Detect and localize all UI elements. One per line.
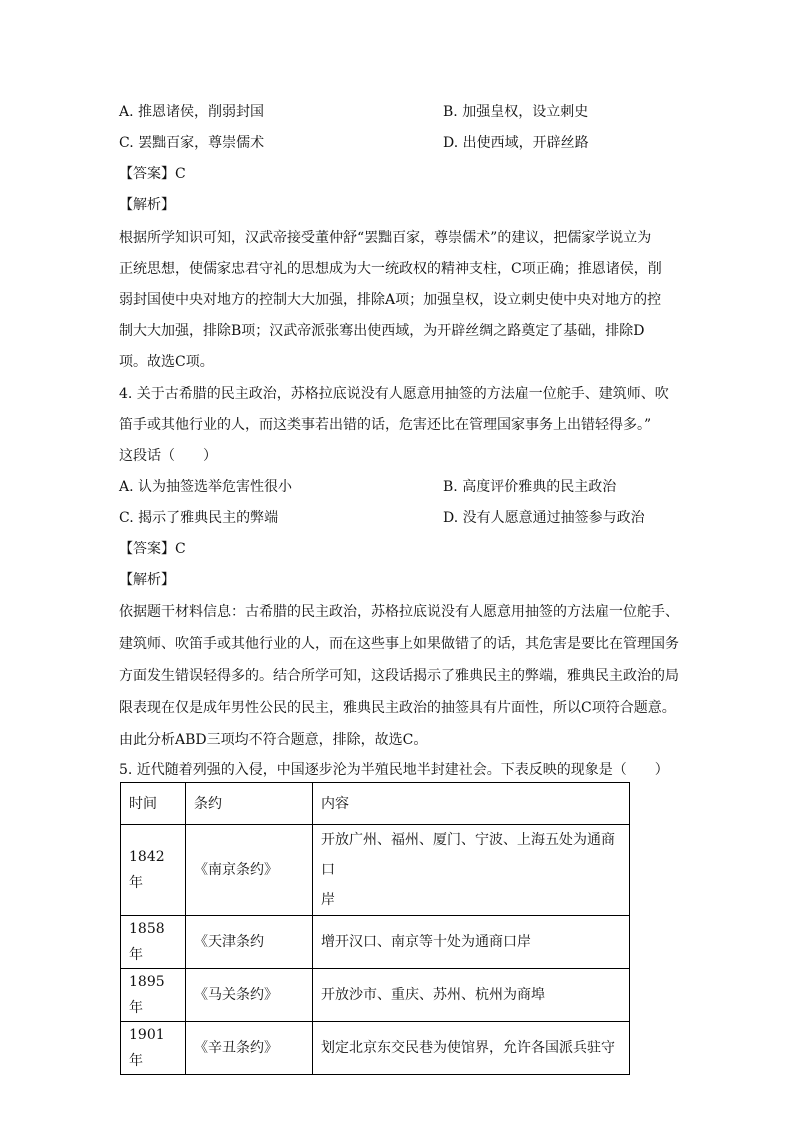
q3-option-b: B. 加强皇权，设立刺史: [443, 104, 589, 120]
table-row: [121, 1022, 630, 1075]
table-cell-treaty: 《南京条约》: [186, 825, 313, 916]
table-cell-content: 划定北京东交民巷为使馆界，允许各国派兵驻守: [313, 1022, 630, 1075]
table-cell-content: [313, 825, 630, 916]
table-header-cell: 条约: [186, 783, 313, 825]
q3-analysis-line: 弱封国使中央对地方的控制大大加强，排除A项；加强皇权，设立刺史使中央对地方的控: [119, 292, 662, 308]
table-row: [121, 969, 630, 1022]
q4-stem-line: 笛手或其他行业的人，而这类事若出错的话，危害还比在管理国家事务上出错轻得多。”: [119, 417, 652, 433]
q4-stem-line: 这段话（ ）: [119, 448, 217, 464]
table-cell-treaty: 《辛丑条约》: [186, 1022, 313, 1075]
q5-stem: 5. 近代随着列强的入侵，中国逐步沦为半殖民地半封建社会。下表反映的现象是（ ）: [119, 762, 669, 778]
q3-answer: 【答案】C: [119, 166, 186, 182]
table-cell-content-line: 岸: [321, 892, 335, 908]
q4-analysis-line: 限表现在仅是成年男性公民的民主，雅典民主政治的抽签具有片面性，所以C项符合题意。: [119, 700, 676, 716]
table-row: [121, 916, 630, 969]
table-cell-content: 开放沙市、重庆、苏州、杭州为商埠: [313, 969, 630, 1022]
q3-analysis-line: 项。故选C项。: [119, 354, 214, 370]
q3-analysis-line: 根据所学知识可知，汉武帝接受董仲舒“罢黜百家，尊崇儒术”的建议，把儒家学说立为: [119, 230, 652, 246]
table-cell-treaty: 《天津条约: [186, 916, 313, 969]
q4-option-b: B. 高度评价雅典的民主政治: [443, 479, 617, 495]
q4-analysis-label: 【解析】: [119, 572, 175, 588]
q3-option-c: C. 罢黜百家，尊崇儒术: [119, 135, 265, 151]
q4-option-c: C. 揭示了雅典民主的弊端: [119, 510, 279, 526]
q4-option-a: A. 认为抽签选举危害性很小: [119, 479, 293, 495]
q4-analysis-line: 依据题干材料信息：古希腊的民主政治，苏格拉底说没有人愿意用抽签的方法雇一位舵手、: [119, 604, 679, 620]
table-cell-content-line: 开放广州、福州、厦门、宁波、上海五处为通商口: [321, 832, 615, 878]
q4-analysis-line: 由此分析ABD三项均不符合题意，排除，故选C。: [119, 732, 428, 748]
q3-analysis-line: 正统思想，使儒家忠君守礼的思想成为大一统政权的精神支柱，C项正确；推恩诸侯，削: [119, 261, 662, 277]
q3-option-a: A. 推恩诸侯，削弱封国: [119, 104, 265, 120]
table-cell-content: 增开汉口、南京等十处为通商口岸: [313, 916, 630, 969]
q4-analysis-line: 方面发生错误轻得多的。结合所学可知，这段话揭示了雅典民主的弊端，雅典民主政治的局: [119, 668, 679, 684]
q4-stem-line: 4. 关于古希腊的民主政治，苏格拉底说没有人愿意用抽签的方法雇一位舵手、建筑师、吹: [119, 386, 669, 402]
table-cell-year: 1842年: [121, 825, 186, 916]
table-cell-year: 1895年: [121, 969, 186, 1022]
q4-option-d: D. 没有人愿意通过抽签参与政治: [443, 510, 645, 526]
table-header-cell: 时间: [121, 783, 186, 825]
table-cell-year: 1901年: [121, 1022, 186, 1075]
q3-option-d: D. 出使西域，开辟丝路: [443, 135, 589, 151]
table-row: [121, 825, 630, 916]
q4-analysis-line: 建筑师、吹笛手或其他行业的人，而在这些事上如果做错了的话，其危害是要比在管理国务: [119, 636, 679, 652]
q3-analysis-label: 【解析】: [119, 197, 175, 213]
q4-answer: 【答案】C: [119, 541, 186, 557]
table-header-cell: 内容: [313, 783, 630, 825]
table-cell-treaty: 《马关条约》: [186, 969, 313, 1022]
q3-analysis-line: 制大大加强，排除B项；汉武帝派张骞出使西域，为开辟丝绸之路奠定了基础，排除D: [119, 323, 645, 339]
table-header-row: [121, 783, 630, 825]
table-cell-year: 1858年: [121, 916, 186, 969]
treaty-table: [120, 782, 630, 1075]
